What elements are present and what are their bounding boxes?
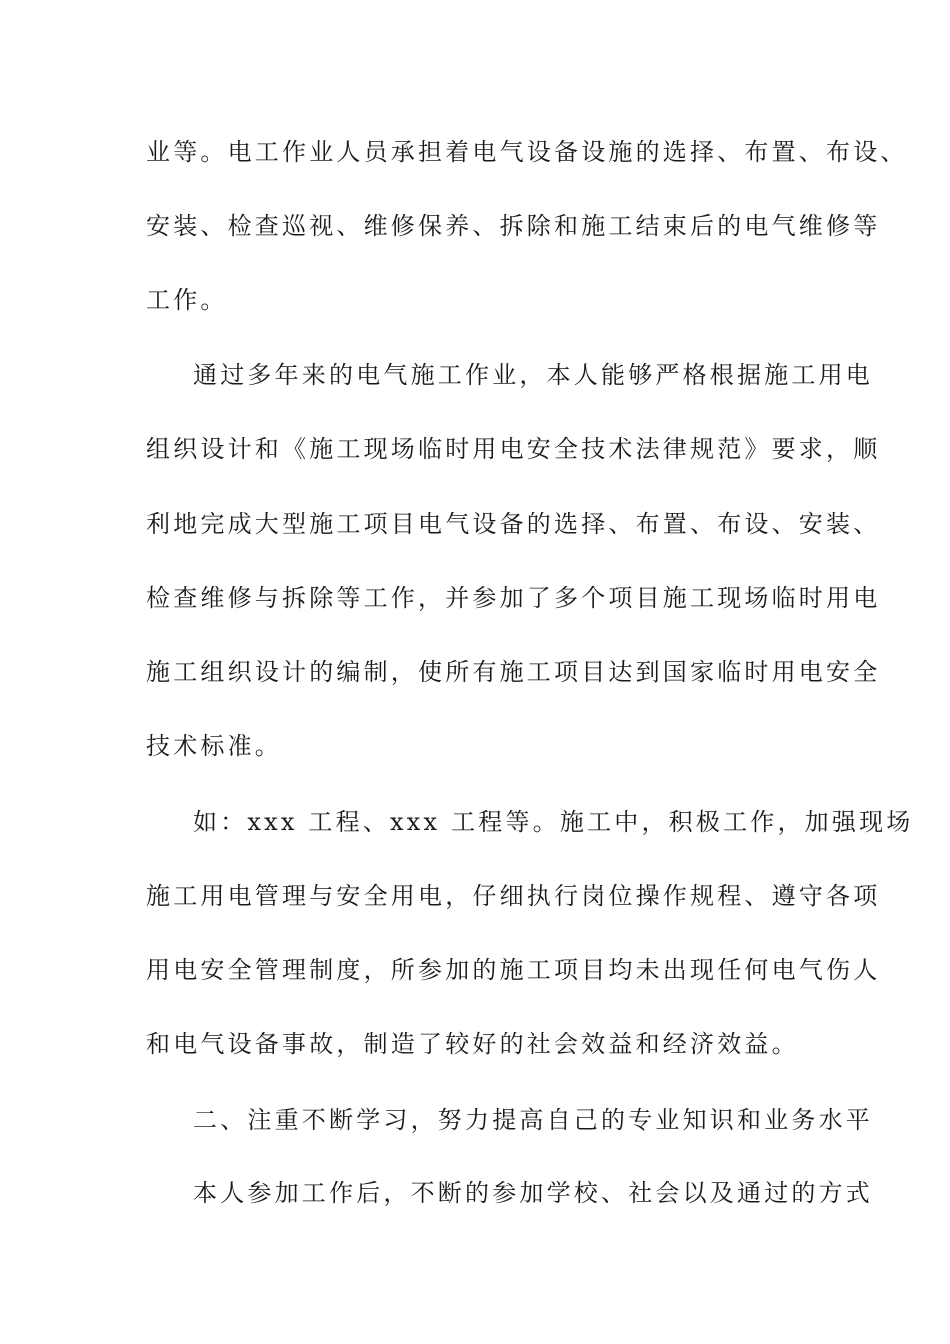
paragraph-line: 安装、检查巡视、维修保养、拆除和施工结束后的电气维修等 — [146, 212, 881, 240]
paragraph-line: 通过多年来的电气施工作业，本人能够严格根据施工用电 — [193, 361, 873, 389]
paragraph-line: 组织设计和《施工现场临时用电安全技术法律规范》要求，顺 — [146, 435, 881, 463]
paragraph-line: 利地完成大型施工项目电气设备的选择、布置、布设、安装、 — [146, 510, 881, 538]
paragraph-line: 和电气设备事故，制造了较好的社会效益和经济效益。 — [146, 1030, 799, 1058]
paragraph-line: 施工用电管理与安全用电，仔细执行岗位操作规程、遵守各项 — [146, 882, 881, 910]
paragraph-line: 技术标准。 — [146, 732, 282, 760]
paragraph-line: 如：xxx 工程、xxx 工程等。施工中，积极工作，加强现场 — [193, 808, 914, 836]
paragraph-line: 业等。电工作业人员承担着电气设备设施的选择、布置、布设、 — [146, 138, 908, 166]
paragraph-line: 本人参加工作后，不断的参加学校、社会以及通过的方式 — [193, 1179, 873, 1207]
section-heading: 二、注重不断学习，努力提高自己的专业知识和业务水平 — [193, 1106, 873, 1134]
paragraph-line: 工作。 — [146, 286, 228, 314]
paragraph-line: 用电安全管理制度，所参加的施工项目均未出现任何电气伤人 — [146, 956, 881, 984]
paragraph-line: 施工组织设计的编制，使所有施工项目达到国家临时用电安全 — [146, 658, 881, 686]
paragraph-line: 检查维修与拆除等工作，并参加了多个项目施工现场临时用电 — [146, 584, 881, 612]
